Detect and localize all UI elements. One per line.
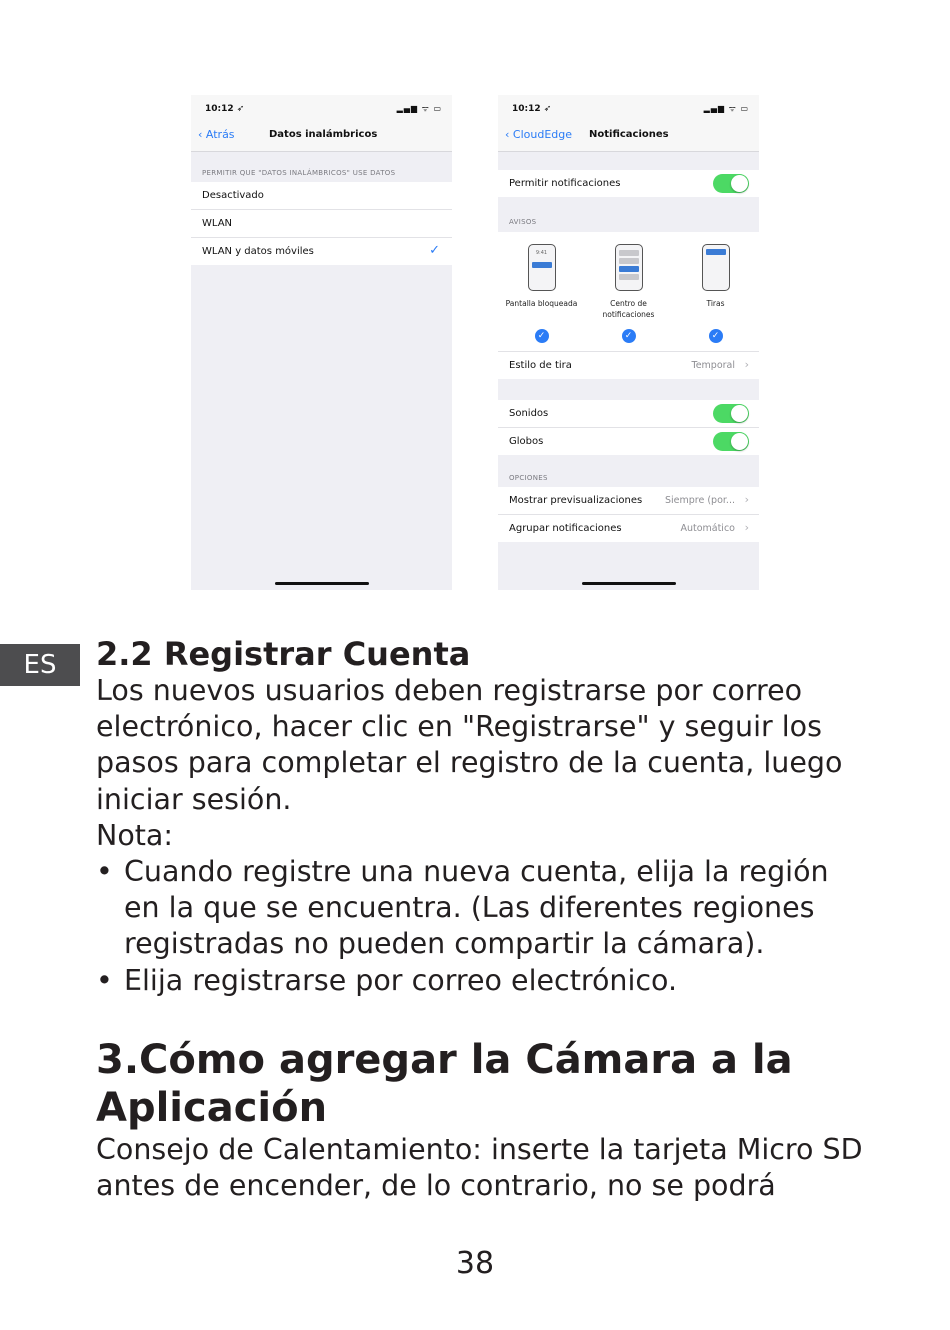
note-label: Nota: [96, 819, 173, 852]
alerts-header: AVISOS [509, 218, 537, 226]
badges-row [498, 428, 759, 455]
data-options-list [191, 182, 452, 265]
status-icons: ▂▄▆ ᯤ ▭ [396, 104, 442, 113]
banner-bar [706, 249, 726, 255]
lock-screen-icon [528, 244, 556, 291]
group-notifications-label: Agrupar notificaciones [509, 523, 622, 534]
banner-bar [532, 262, 552, 268]
screen-title: Datos inalámbricos [269, 129, 378, 140]
register-paragraph: Los nuevos usuarios deben registrarse por correo electrónico, hacer clic en "Registrarse" y seguir los pasos para completar el registro de la cuenta, luego iniciar sesión. [96, 674, 843, 816]
screenshot-wireless-data [191, 95, 452, 590]
allow-notifications-group [498, 170, 759, 197]
alert-notification-center[interactable] [585, 232, 672, 358]
option-wlan[interactable] [191, 210, 452, 238]
alert-caption: Pantalla bloqueada [505, 299, 578, 308]
option-label: WLAN y datos móviles [202, 246, 314, 257]
lock-time: 9:41 [535, 250, 548, 256]
alert-banners[interactable] [672, 232, 759, 358]
banners-icon [702, 244, 730, 291]
chevron-right-icon: › [744, 493, 749, 506]
bullet-dot: • [96, 963, 113, 997]
back-button[interactable]: ‹ Atrás [198, 128, 235, 141]
check-circle-icon: ✓ [709, 329, 723, 343]
options-header: OPCIONES [509, 474, 548, 482]
screen-title: Notificaciones [589, 129, 669, 140]
status-time: 10:12 ➶ [205, 104, 245, 114]
back-button[interactable]: ‹ CloudEdge [505, 128, 572, 141]
bullet-item [96, 963, 866, 999]
bullet-text: Elija registrarse por correo electrónico. [124, 963, 678, 997]
banner-style-value: Temporal [691, 360, 735, 371]
warmup-tip-paragraph: Consejo de Calentamiento: inserte la tarjeta Micro SD antes de encender, de lo contrario, no se podrá [96, 1133, 863, 1203]
allow-notifications-row [498, 170, 759, 197]
status-time: 10:12 ➶ [512, 104, 552, 114]
show-previews-label: Mostrar previsualizaciones [509, 495, 643, 506]
alert-styles [498, 232, 759, 358]
section-heading-register: 2.2 Registrar Cuenta [96, 635, 471, 673]
sounds-toggle[interactable] [713, 404, 749, 423]
group-notifications-row[interactable] [498, 515, 759, 542]
option-label: WLAN [202, 218, 233, 229]
banner-style-row[interactable] [498, 352, 759, 379]
status-bar [498, 95, 759, 121]
page-number: 38 [455, 1246, 495, 1281]
banner-style-label: Estilo de tira [509, 360, 572, 371]
chevron-right-icon: › [744, 358, 749, 371]
allow-notifications-label: Permitir notificaciones [509, 178, 621, 189]
section-header: PERMITIR QUE "DATOS INALÁMBRICOS" USE DATOS [202, 169, 396, 177]
show-previews-value: Siempre (por... [664, 495, 735, 506]
badges-toggle[interactable] [713, 432, 749, 451]
sounds-label: Sonidos [509, 408, 549, 419]
bullet-dot: • [96, 855, 113, 888]
option-wlan-mobile[interactable] [191, 238, 452, 265]
show-previews-row[interactable] [498, 487, 759, 515]
nav-bar [191, 121, 452, 152]
screenshot-notifications [498, 95, 759, 590]
check-circle-icon: ✓ [622, 329, 636, 343]
banner-bar [619, 266, 639, 272]
banner-style-group [498, 351, 759, 379]
sounds-badges-group [498, 400, 759, 455]
notification-center-icon [615, 244, 643, 291]
bullet-item [96, 854, 866, 963]
options-group [498, 487, 759, 542]
home-indicator[interactable] [582, 582, 676, 585]
alert-caption: Tiras [706, 299, 725, 308]
chevron-right-icon: › [744, 521, 749, 534]
list-bar [619, 274, 639, 280]
option-label: Desactivado [202, 190, 264, 201]
status-bar [191, 95, 452, 121]
list-bar [619, 250, 639, 256]
checkmark-icon: ✓ [429, 243, 440, 258]
note-bullet-list [96, 854, 866, 999]
badges-label: Globos [509, 436, 544, 447]
check-circle-icon: ✓ [535, 329, 549, 343]
language-tab: ES [0, 644, 80, 686]
allow-notifications-toggle[interactable] [713, 174, 749, 193]
home-indicator[interactable] [275, 582, 369, 585]
list-bar [619, 258, 639, 264]
section-heading-add-camera: 3.Cómo agregar la Cámara a la Aplicación [96, 1037, 793, 1131]
group-notifications-value: Automático [680, 523, 735, 534]
option-off[interactable] [191, 182, 452, 210]
alert-caption: Centro de notificaciones [602, 299, 655, 319]
sounds-row [498, 400, 759, 428]
alert-lock-screen[interactable] [498, 232, 585, 358]
bullet-text: Cuando registre una nueva cuenta, elija la región en la que se encuentra. (Las diferentes regiones registradas no pueden compartir la cámara). [124, 855, 829, 961]
nav-bar [498, 121, 759, 152]
status-icons: ▂▄▆ ᯤ ▭ [703, 104, 749, 113]
